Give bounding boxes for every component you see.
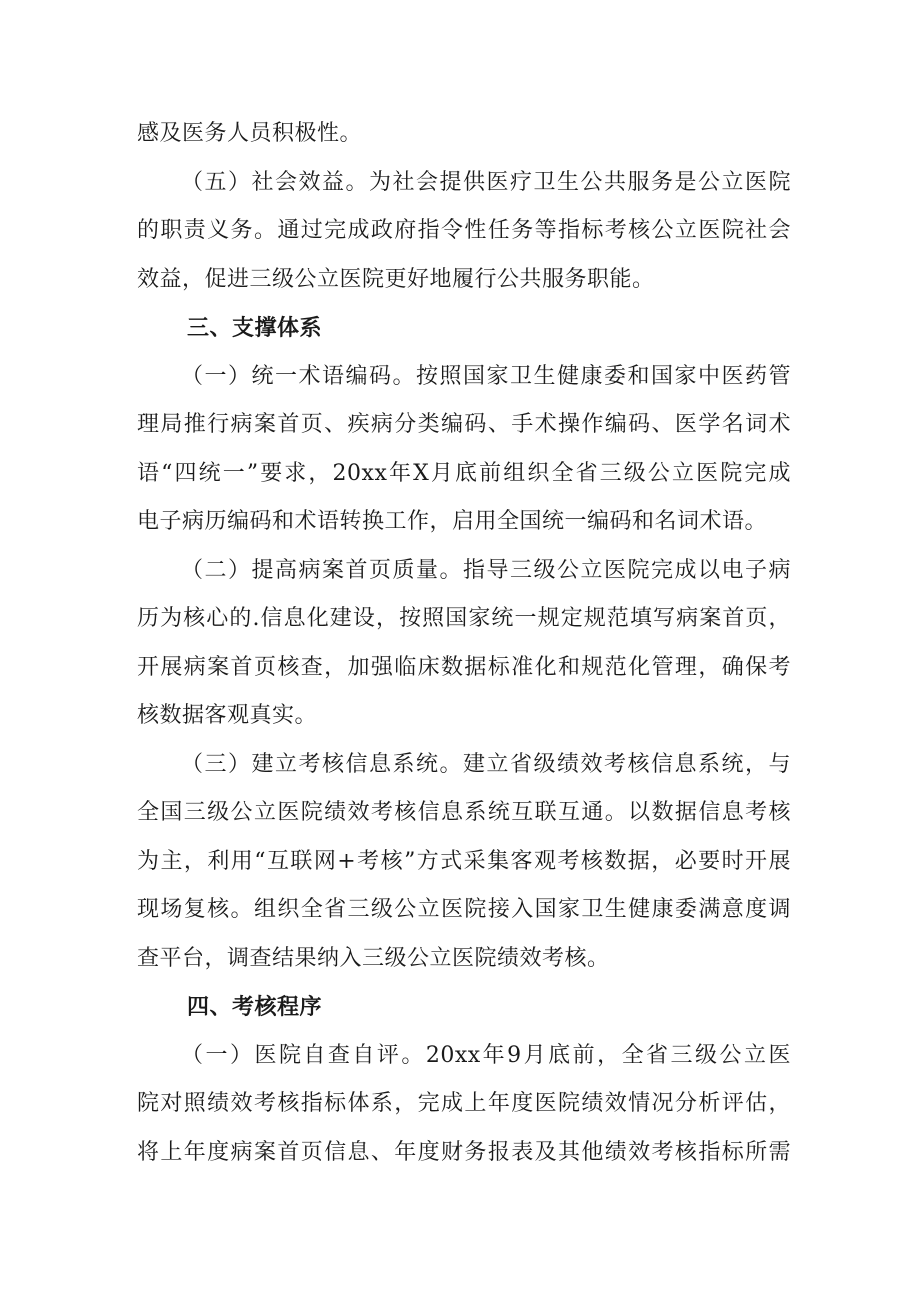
text-line: 电子病历编码和术语转换工作，启用全国统一编码和名词术语。 <box>137 509 768 534</box>
text-line: 现场复核。组织全省三级公立医院接入国家卫生健康委满意度调 <box>137 897 791 922</box>
text-line: 效益，促进三级公立医院更好地履行公共服务职能。 <box>137 266 655 292</box>
paragraph-start-line: （三）建立考核信息系统。建立省级绩效考核信息系统，与 <box>181 751 791 777</box>
document-page <box>137 110 791 1177</box>
paragraph-start-line: （一）医院自查自评。20xx年9月底前，全省三级公立医 <box>181 1042 791 1068</box>
text-line: 全国三级公立医院绩效考核信息系统互联互通。以数据信息考核 <box>137 800 791 825</box>
section-heading: 三、支撑体系 <box>187 315 323 341</box>
text-line: 为主，利用“互联网+考核”方式采集客观考核数据，必要时开展 <box>137 848 791 874</box>
paragraph-start-line: （五）社会效益。为社会提供医疗卫生公共服务是公立医院 <box>181 169 791 195</box>
text-line: 核数据客观真实。 <box>137 703 318 728</box>
text-line: 的职责义务。通过完成政府指令性任务等指标考核公立医院社会 <box>137 218 791 243</box>
text-line: 理局推行病案首页、疾病分类编码、手术操作编码、医学名词术 <box>137 412 791 437</box>
text-line: 查平台，调查结果纳入三级公立医院绩效考核。 <box>137 945 610 971</box>
text-line: 院对照绩效考核指标体系，完成上年度医院绩效情况分析评估， <box>137 1091 791 1116</box>
text-line: 语“四统一”要求，20xx年X月底前组织全省三级公立医院完成 <box>137 460 791 486</box>
paragraph-start-line: （一）统一术语编码。按照国家卫生健康委和国家中医药管 <box>181 363 791 389</box>
text-line: 历为核心的.信息化建设，按照国家统一规定规范填写病案首页， <box>137 606 791 631</box>
text-line: 将上年度病案首页信息、年度财务报表及其他绩效考核指标所需 <box>137 1139 791 1165</box>
text-line: 感及医务人员积极性。 <box>137 121 363 146</box>
text-line: 开展病案首页核查，加强临床数据标准化和规范化管理，确保考 <box>137 654 791 680</box>
section-heading: 四、考核程序 <box>187 994 323 1020</box>
paragraph-start-line: （二）提高病案首页质量。指导三级公立医院完成以电子病 <box>181 557 791 583</box>
